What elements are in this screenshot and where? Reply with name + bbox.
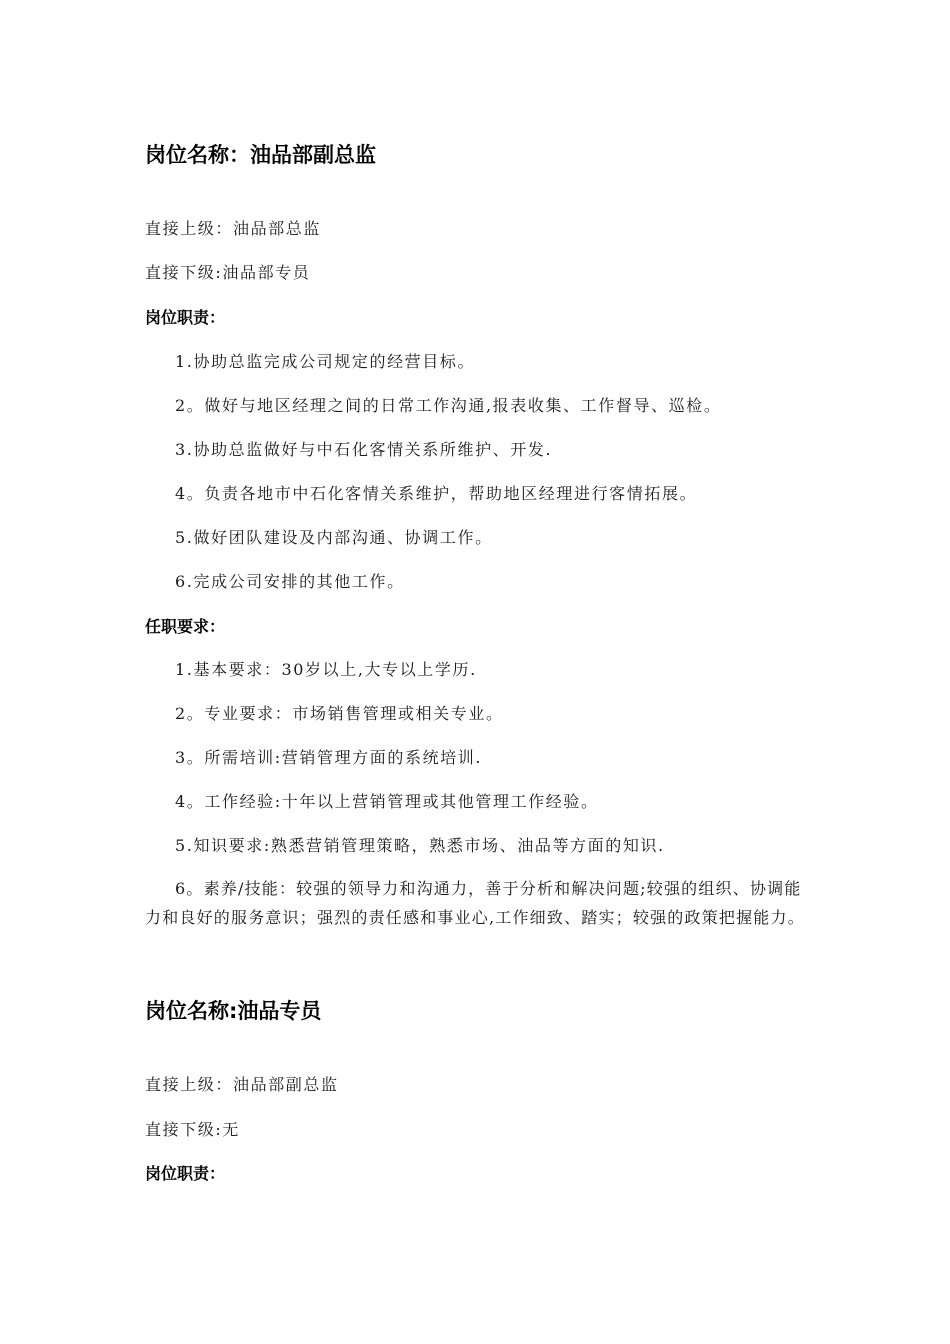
duty-item: 3.协助总监做好与中石化客情关系所维护、开发. <box>175 440 553 459</box>
duty-item: 1.协助总监完成公司规定的经营目标。 <box>175 352 476 371</box>
section-title: 岗位名称:油品专员 <box>145 999 322 1023</box>
duties-heading: 岗位职责： <box>145 1164 226 1183</box>
duty-item: 2。做好与地区经理之间的日常工作沟通,报表收集、工作督导、巡检。 <box>175 396 722 415</box>
requirements-heading: 任职要求： <box>145 617 226 636</box>
direct-superior: 直接上级：油品部副总监 <box>145 1075 339 1094</box>
duties-heading: 岗位职责： <box>145 308 226 327</box>
direct-subordinate: 直接下级:油品部专员 <box>145 263 311 282</box>
direct-superior: 直接上级：油品部总监 <box>145 219 322 238</box>
section-title: 岗位名称：油品部副总监 <box>145 143 376 167</box>
duty-item: 5.做好团队建设及内部沟通、协调工作。 <box>175 528 493 547</box>
requirement-item: 1.基本要求：30岁以上,大专以上学历. <box>175 660 477 679</box>
requirement-item: 4。工作经验:十年以上营销管理或其他管理工作经验。 <box>175 792 599 811</box>
requirement-item: 2。专业要求：市场销售管理或相关专业。 <box>175 704 504 723</box>
duty-item: 6.完成公司安排的其他工作。 <box>175 572 405 591</box>
requirement-item: 3。所需培训:营销管理方面的系统培训. <box>175 748 483 767</box>
requirement-item: 5.知识要求:熟悉营销管理策略，熟悉市场、油品等方面的知识. <box>175 836 665 855</box>
requirement-item-paragraph: 6。素养/技能：较强的领导力和沟通力，善于分析和解决问题;较强的组织、协调能力和良好的服务意识；强烈的责任感和事业心,工作细致、踏实；较强的政策把握能力。 <box>145 879 805 927</box>
direct-subordinate: 直接下级:无 <box>145 1120 240 1139</box>
duty-item: 4。负责各地市中石化客情关系维护，帮助地区经理进行客情拓展。 <box>175 484 698 503</box>
